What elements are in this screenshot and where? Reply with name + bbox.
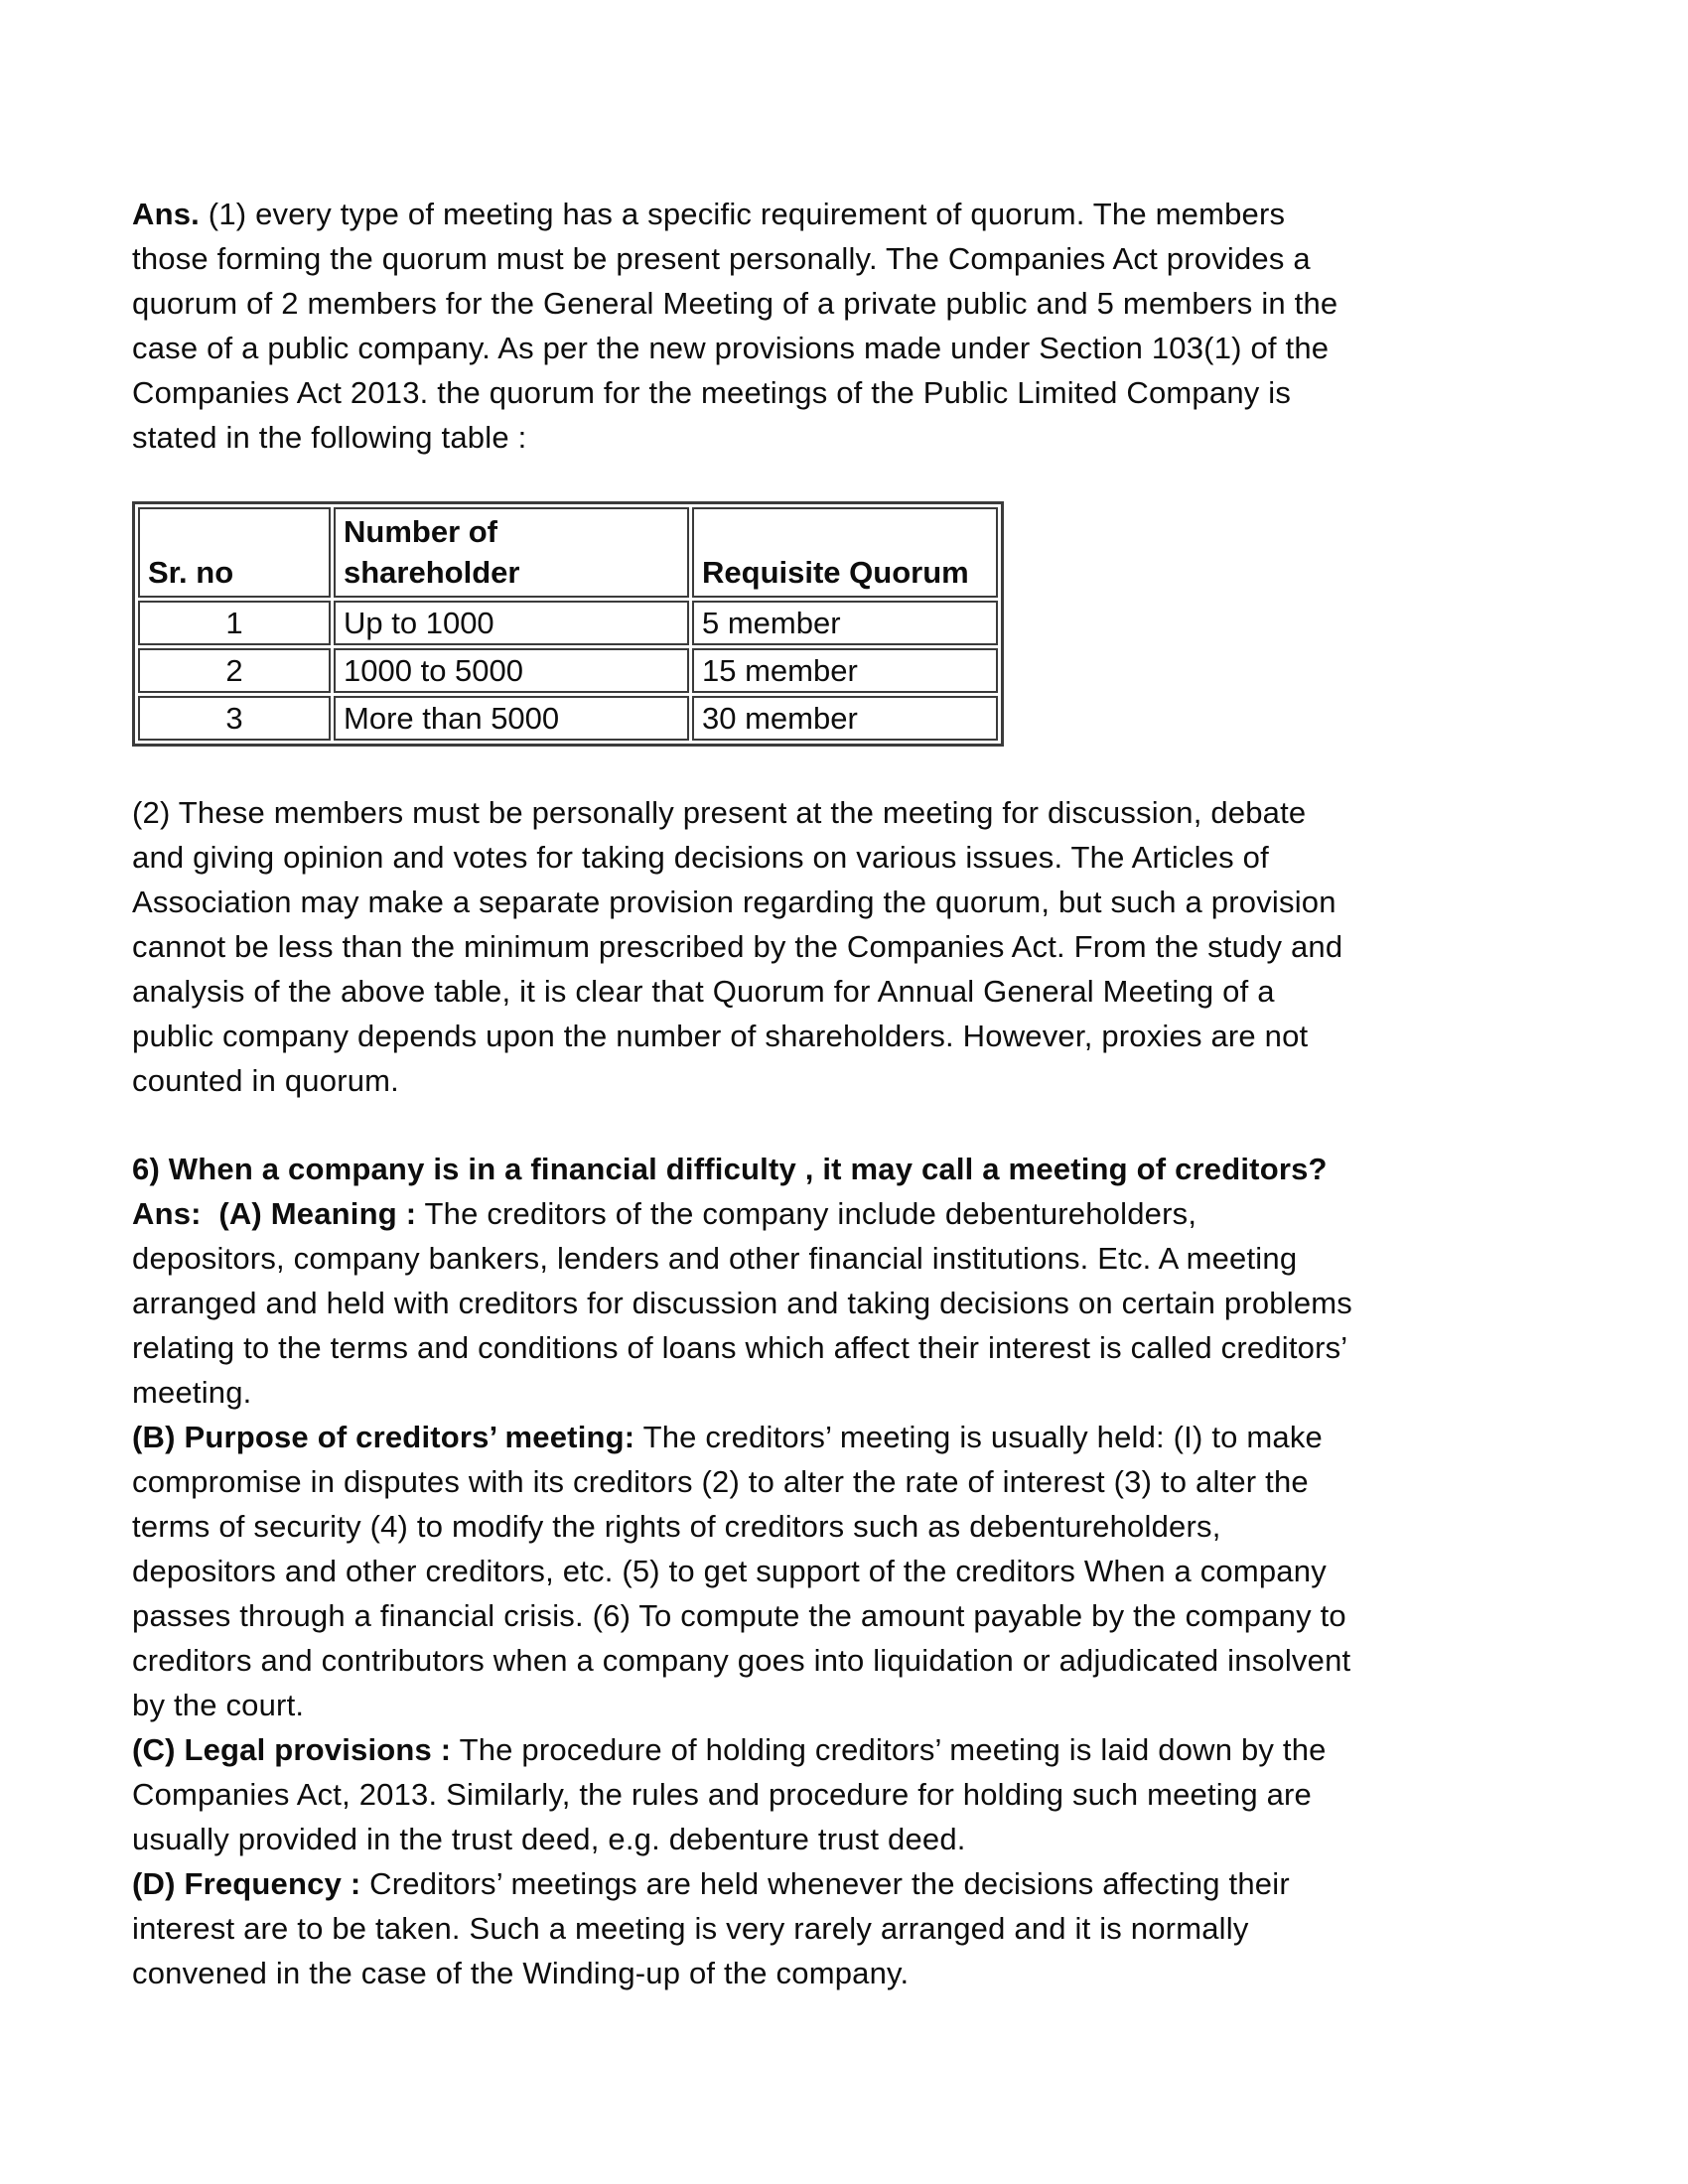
table-cell: 5 member (692, 601, 998, 645)
text-line: quorum of 2 members for the General Meeting of a private public and 5 members in the (132, 286, 1338, 321)
text-line: depositors and other creditors, etc. (5) to get support of the creditors When a company (132, 1554, 1327, 1588)
table-header-row (138, 507, 998, 598)
table-row (138, 648, 998, 693)
table-cell: 1 (138, 601, 331, 645)
text-line: Association may make a separate provision regarding the quorum, but such a provision (132, 885, 1336, 919)
text-line: cannot be less than the minimum prescribed by the Companies Act. From the study and (132, 929, 1343, 964)
text-line: depositors, company bankers, lenders and other financial institutions. Etc. A meeting (132, 1241, 1298, 1276)
quorum-table (132, 501, 1004, 747)
text-line: analysis of the above table, it is clear that Quorum for Annual General Meeting of a (132, 974, 1275, 1009)
text-line: relating to the terms and conditions of loans which affect their interest is called creditors’ (132, 1330, 1348, 1365)
text-line: compromise in disputes with its creditors (2) to alter the rate of interest (3) to alter the (132, 1464, 1309, 1499)
meaning-paragraph (132, 1191, 1579, 1415)
text-line: usually provided in the trust deed, e.g. debenture trust deed. (132, 1822, 966, 1856)
purpose-paragraph (132, 1415, 1579, 1727)
text-line: creditors and contributors when a company goes into liquidation or adjudicated insolvent (132, 1643, 1351, 1678)
column-header: Requisite Quorum (692, 507, 998, 598)
text-line: Ans. (1) every type of meeting has a specific requirement of quorum. The members (132, 197, 1286, 231)
text-line: (C) Legal provisions : The procedure of holding creditors’ meeting is laid down by the (132, 1732, 1327, 1767)
text-line: (D) Frequency : Creditors’ meetings are held whenever the decisions affecting their (132, 1866, 1290, 1901)
text-line: passes through a financial crisis. (6) To compute the amount payable by the company to (132, 1598, 1346, 1633)
table-cell: 1000 to 5000 (334, 648, 689, 693)
table-cell: 2 (138, 648, 331, 693)
text-line: case of a public company. As per the new provisions made under Section 103(1) of the (132, 331, 1330, 365)
table-cell: 30 member (692, 696, 998, 741)
document-content (132, 192, 1579, 1995)
text-line: meeting. (132, 1375, 252, 1410)
text-line: interest are to be taken. Such a meeting is very rarely arranged and it is normally (132, 1911, 1249, 1946)
text-line: counted in quorum. (132, 1063, 399, 1098)
text-line: public company depends upon the number of shareholders. However, proxies are not (132, 1019, 1309, 1053)
text-line: and giving opinion and votes for taking decisions on various issues. The Articles of (132, 840, 1269, 875)
text-line: those forming the quorum must be present personally. The Companies Act provides a (132, 241, 1311, 276)
text-line: arranged and held with creditors for discussion and taking decisions on certain problems (132, 1286, 1352, 1320)
table-cell: Up to 1000 (334, 601, 689, 645)
text-line: convened in the case of the Winding-up of the company. (132, 1956, 910, 1990)
table-row (138, 696, 998, 741)
column-header: Number of shareholder (334, 507, 689, 598)
table-cell: 3 (138, 696, 331, 741)
text-line: by the court. (132, 1688, 305, 1722)
text-line: (B) Purpose of creditors’ meeting: The creditors’ meeting is usually held: (I) to make (132, 1420, 1323, 1454)
quorum-explanation-paragraph (132, 790, 1579, 1103)
table-cell: More than 5000 (334, 696, 689, 741)
table-row (138, 601, 998, 645)
text-line: (2) These members must be personally present at the meeting for discussion, debate (132, 795, 1307, 830)
text-line: stated in the following table : (132, 420, 527, 455)
text-line: terms of security (4) to modify the rights of creditors such as debentureholders, (132, 1509, 1221, 1544)
table-cell: 15 member (692, 648, 998, 693)
ans-1-quorum-paragraph (132, 192, 1579, 460)
text-line: Companies Act 2013. the quorum for the meetings of the Public Limited Company is (132, 375, 1292, 410)
question-6-heading (132, 1147, 1579, 1191)
text-line: Ans: (A) Meaning : The creditors of the company include debentureholders, (132, 1196, 1197, 1231)
frequency-paragraph (132, 1861, 1579, 1995)
legal-provisions-paragraph (132, 1727, 1579, 1861)
column-header: Sr. no (138, 507, 331, 598)
text-line: Companies Act, 2013. Similarly, the rules and procedure for holding such meeting are (132, 1777, 1312, 1812)
text-line: 6) When a company is in a financial difficulty , it may call a meeting of creditors? (132, 1152, 1328, 1186)
